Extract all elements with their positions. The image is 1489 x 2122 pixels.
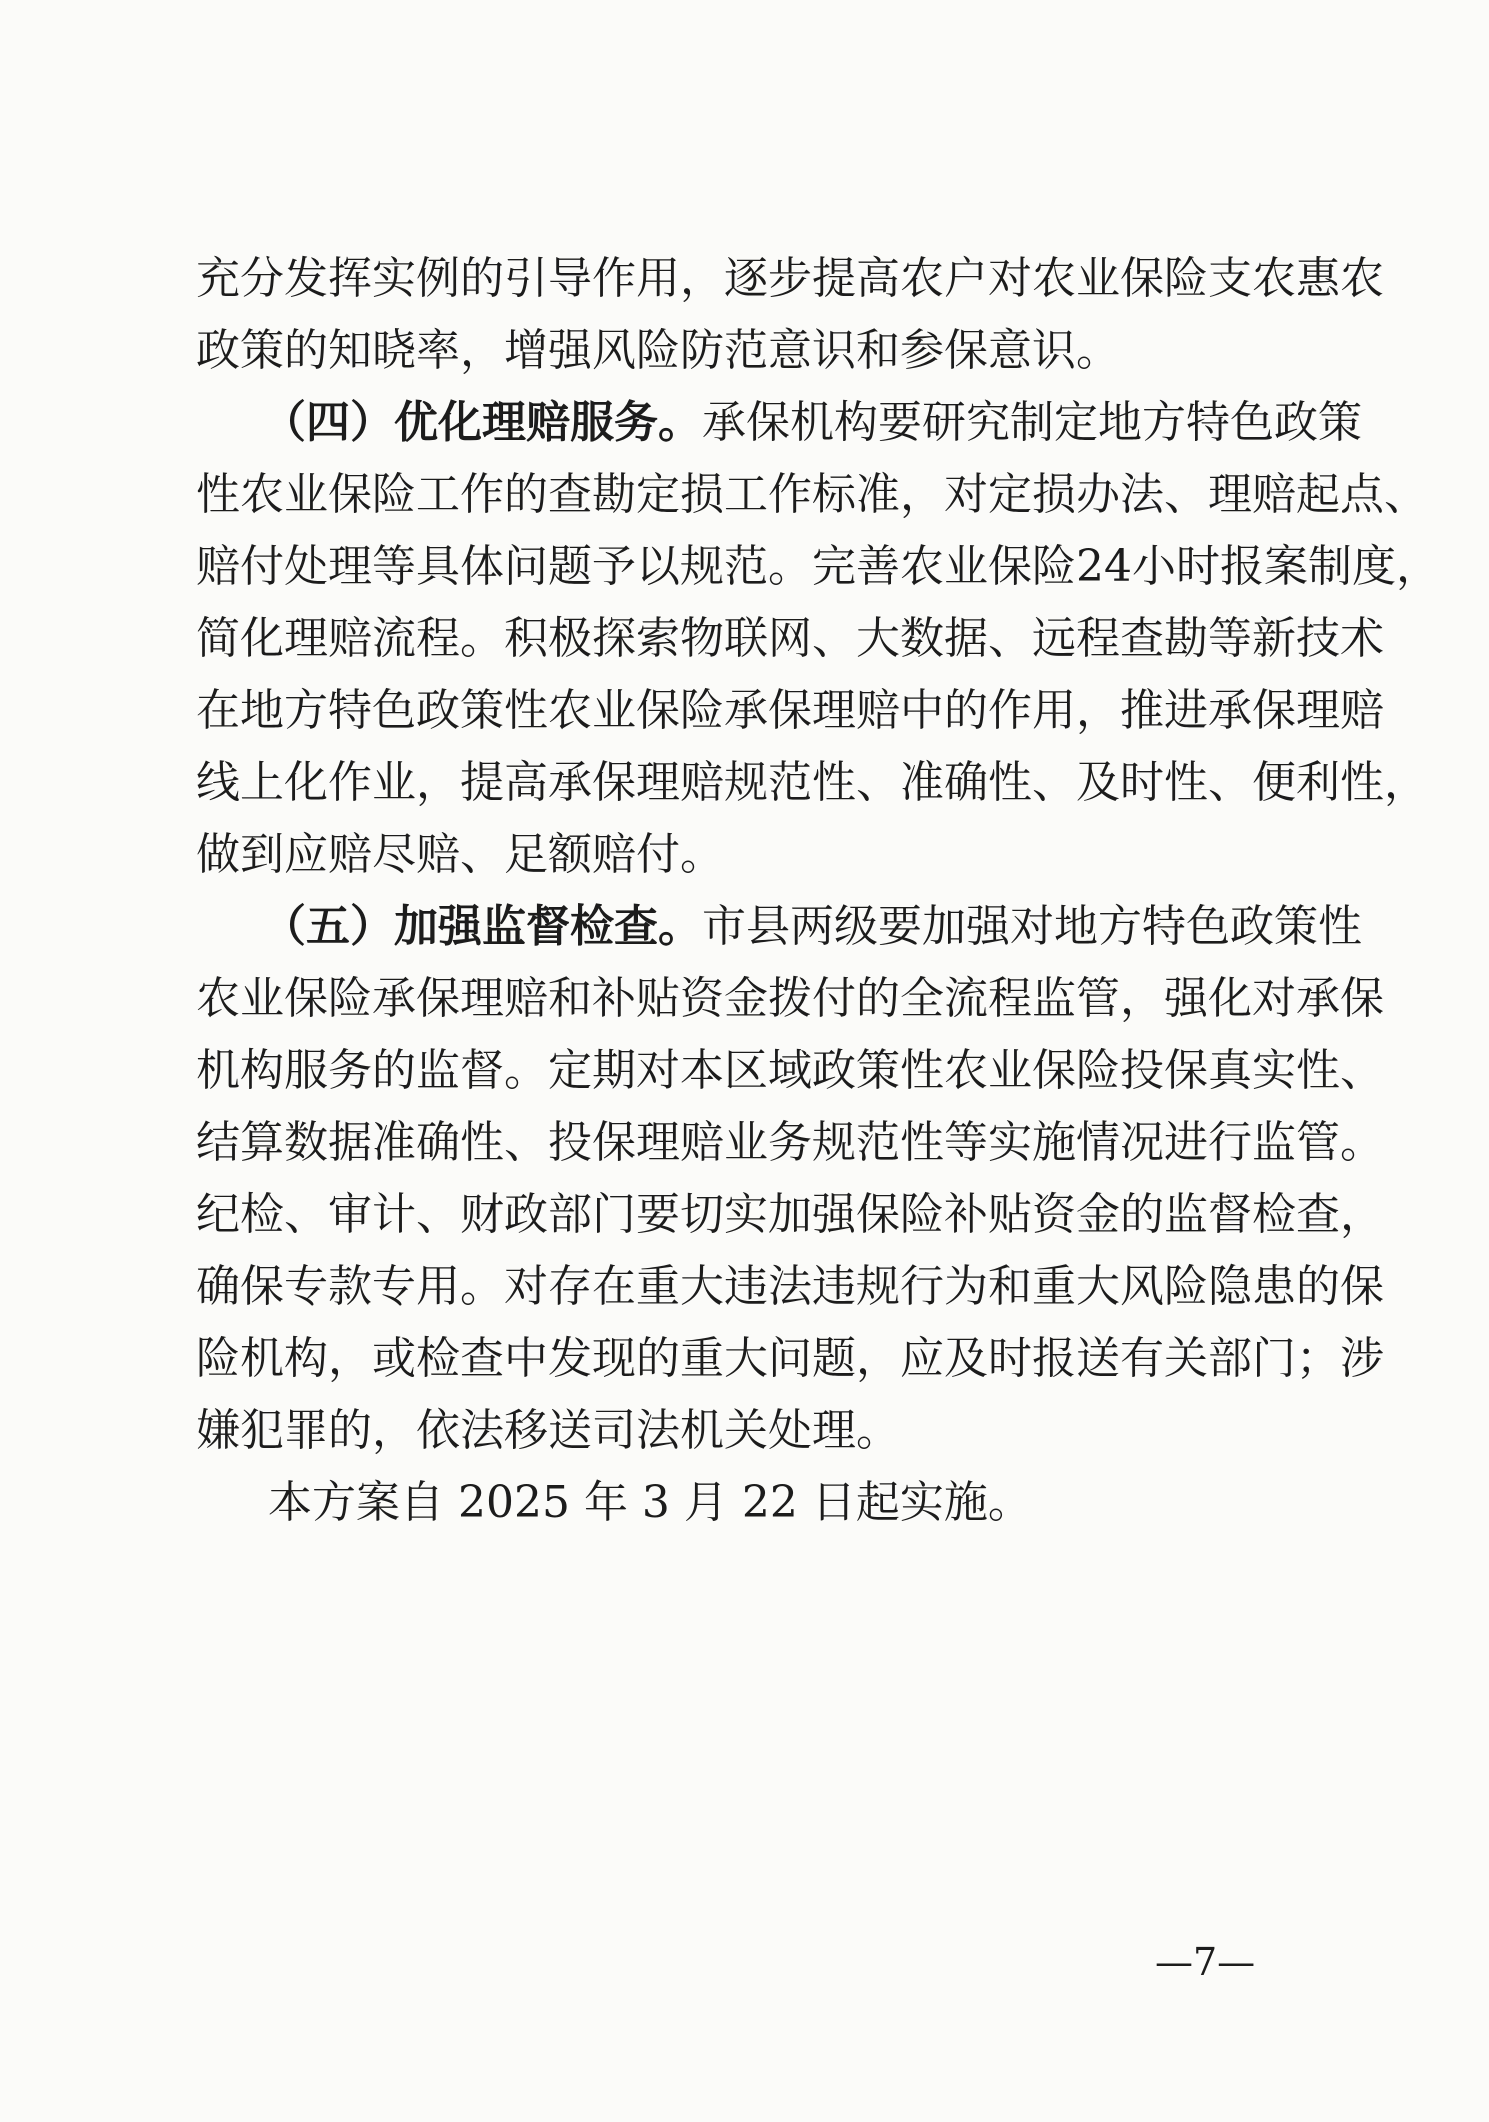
body-line-8: 做到应赔尽赔、足额赔付。 — [196, 829, 724, 880]
section-4-first-line — [196, 397, 1362, 449]
page-number: —7— — [1155, 1940, 1256, 1984]
body-line-10: 机构服务的监督。定期对本区域政策性农业保险投保真实性、 — [196, 1045, 1384, 1096]
body-line-14: 险机构，或检查中发现的重大问题，应及时报送有关部门；涉 — [196, 1333, 1384, 1384]
section-4-heading: （四）优化理赔服务。 — [262, 397, 702, 448]
section-4-intro: 承保机构要研究制定地方特色政策 — [702, 397, 1362, 448]
body-line-2: 政策的知晓率，增强风险防范意识和参保意识。 — [196, 325, 1120, 376]
body-line-12: 纪检、审计、财政部门要切实加强保险补贴资金的监督检查， — [196, 1189, 1384, 1240]
body-line-7: 线上化作业，提高承保理赔规范性、准确性、及时性、便利性， — [196, 757, 1428, 808]
body-line-3: 性农业保险工作的查勘定损工作标准，对定损办法、理赔起点、 — [196, 469, 1428, 520]
body-line-13: 确保专款专用。对存在重大违法违规行为和重大风险隐患的保 — [196, 1261, 1384, 1312]
section-5-intro: 市县两级要加强对地方特色政策性 — [702, 901, 1362, 952]
section-5-first-line — [196, 901, 1362, 953]
body-line-1: 充分发挥实例的引导作用，逐步提高农户对农业保险支农惠农 — [196, 253, 1384, 304]
body-line-5: 简化理赔流程。积极探索物联网、大数据、远程查勘等新技术 — [196, 613, 1384, 664]
closing-statement: 本方案自 2025 年 3 月 22 日起实施。 — [268, 1477, 1032, 1528]
section-5-heading: （五）加强监督检查。 — [262, 901, 702, 952]
body-line-15: 嫌犯罪的，依法移送司法机关处理。 — [196, 1405, 900, 1456]
body-line-4: 赔付处理等具体问题予以规范。完善农业保险24小时报案制度， — [196, 541, 1440, 592]
body-line-11: 结算数据准确性、投保理赔业务规范性等实施情况进行监管。 — [196, 1117, 1384, 1168]
body-line-9: 农业保险承保理赔和补贴资金拨付的全流程监管，强化对承保 — [196, 973, 1384, 1024]
body-line-6: 在地方特色政策性农业保险承保理赔中的作用，推进承保理赔 — [196, 685, 1384, 736]
